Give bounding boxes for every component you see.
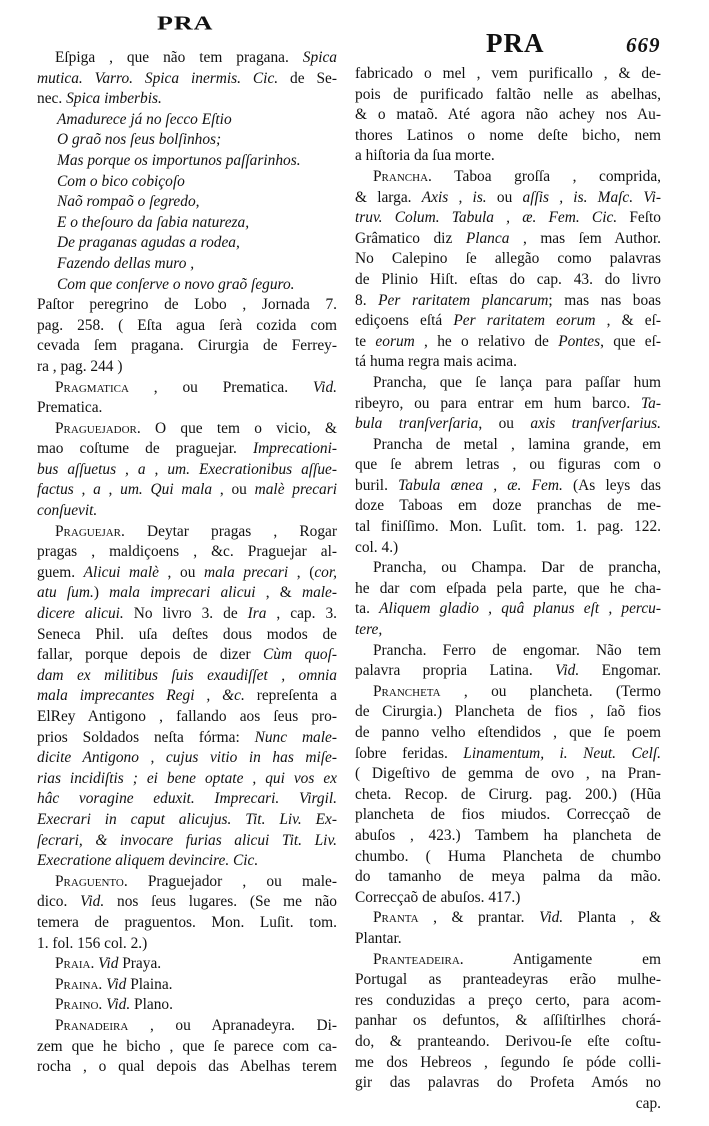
text-line: ( Digeſtivo de gemma de ovo , na Pran-: [355, 765, 661, 783]
running-head-right: PRA: [486, 28, 545, 58]
text-line: Prematica.: [37, 399, 103, 417]
text-line: palavra propria Latina. Vid. Engomar.: [355, 662, 662, 680]
text-line: rias incidiſtis ; ei bene optate , qui vos ex: [37, 769, 337, 787]
text-line: doze Taboas em doze pranchas de me-: [355, 497, 661, 515]
text-line: Mas porque os importunos paſſarinhos.: [57, 151, 301, 169]
text-line: mala imprecantes Regi , &c. repreſenta a: [37, 687, 337, 705]
text-line: cap.: [635, 1094, 661, 1112]
text-line: Praino. Vid. Plano.: [55, 996, 173, 1014]
text-line: buril. Tabula ænea , æ. Fem. (As leys das: [355, 476, 661, 494]
text-line: ediçoens eſtá Per raritatem eorum , & eſ-: [355, 312, 661, 330]
text-line: conſuevit.: [37, 502, 98, 520]
running-head-left: PRA: [157, 12, 214, 34]
text-line: Seneca Phil. uſa deſtes dous modos de: [37, 625, 337, 643]
text-line: O graõ nos ſeus bolſinhos;: [57, 131, 222, 149]
text-line: dam ex militibus ſuis exaudiſſet , omnia: [37, 666, 337, 684]
text-line: Plantar.: [355, 929, 402, 947]
text-line: Praguento. Praguejador , ou male-: [55, 872, 337, 890]
text-line: de Plinio Hiſt. eſtas do cap. 43. do livro: [355, 270, 661, 288]
text-line: truv. Colum. Tabula , æ. Fem. Cic. Feſto: [355, 209, 661, 227]
text-line: Fazendo dellas muro ,: [57, 254, 195, 272]
text-line: Portugal as pranteadeyras erão mulhe-: [355, 971, 661, 989]
text-line: res conduzidas a preço certo, para acom-: [355, 991, 661, 1009]
text-line: Prancheta , ou plancheta. (Termo: [373, 682, 661, 700]
text-line: temera de praguentos. Mon. Luſit. tom.: [37, 913, 337, 931]
text-line: Prancha. Ferro de engomar. Não tem: [373, 641, 661, 659]
text-line: mutica. Varro. Spica inermis. Cic. de Se-: [37, 69, 337, 87]
text-line: dico. Vid. nos ſeus lugares. (Se me não: [37, 893, 337, 911]
text-line: te eorum , he o relativo de Pontes, que eſ-: [355, 332, 661, 350]
text-line: rocha , o qual depois das Abelhas terem: [37, 1058, 337, 1076]
text-line: No Calepino ſe allegão como palavras: [355, 250, 661, 268]
text-line: Paſtor peregrino de Lobo , Jornada 7.: [37, 296, 337, 314]
text-line: factus , a , um. Qui mala , ou malè precari: [37, 481, 338, 499]
text-line: prios Soldados neſta fórma: Nunc male-: [37, 728, 337, 746]
text-line: a hiſtoria da ſua morte.: [355, 147, 495, 165]
text-line: ta. Aliquem gladio , quâ planus eſt , percu-: [355, 600, 661, 618]
text-line: thores Latinos o nome deſte bicho, nem: [355, 126, 661, 144]
text-line: me dos Hebreos , ſegundo ſe póde colli-: [355, 1053, 661, 1071]
text-line: he dar com eſpada pela parte, que he cha-: [355, 579, 661, 597]
text-line: Prancha de metal , lamina grande, em: [373, 435, 661, 453]
text-line: fallar, porque depois de dizer Cùm quoſ-: [37, 646, 337, 664]
text-line: hâc voragine eduxit. Imprecari. Virgil.: [37, 790, 337, 808]
text-line: Prancha. Taboa groſſa , comprida,: [373, 167, 661, 185]
text-line: De praganas agudas a rodea,: [57, 234, 240, 252]
text-line: pois de purificado faltão nelle as abelhas,: [355, 85, 661, 103]
text-line: abuſos , 423.) Tambem ha plancheta de: [355, 826, 661, 844]
text-line: Execrari in caput alicujus. Tit. Liv. Ex-: [37, 810, 337, 828]
text-line: ribeyro, ou para entrar em hum barco. Ta-: [355, 394, 661, 412]
text-line: Praia. Vid Praya.: [55, 955, 162, 973]
text-line: tal finiſſimo. Mon. Luſit. tom. 1. pag. 122.: [355, 518, 661, 536]
text-line: 8. Per raritatem plancarum; mas nas boas: [355, 291, 662, 309]
text-line: bus aſſuetus , a , um. Execrationibus aſſue-: [37, 460, 337, 478]
text-line: Com que conſerve o novo graõ ſeguro.: [57, 275, 295, 293]
text-line: plancheta de fios miudos. Correcçaõ de: [355, 806, 661, 824]
text-line: & larga. Axis , is. ou aſſis , is. Maſc. Vi-: [355, 188, 661, 206]
text-line: ra , pag. 244 ): [37, 357, 123, 375]
text-line: Eſpiga , que não tem pragana. Spica: [55, 49, 337, 66]
text-line: E o theſouro da ſabia natureza,: [57, 213, 250, 231]
text-line: col. 4.): [355, 538, 399, 556]
text-line: tere,: [355, 621, 383, 639]
text-line: do, & pranteando. Derivou-ſe eſte coſtu-: [355, 1032, 661, 1050]
text-line: Naõ rompaõ o ſegredo,: [57, 193, 200, 211]
text-line: zem que he bicho , que ſe parece com ca-: [37, 1037, 337, 1055]
right-column: [355, 64, 661, 1114]
text-line: Correcçaõ de abuſos. 417.): [355, 888, 521, 906]
text-line: de Cirurgia.) Plancheta de fios , ſaõ fios: [355, 703, 661, 721]
text-line: cheta. Recop. de Cirurg. pag. 200.) (Hũa: [355, 785, 661, 803]
text-line: Praguejar. Deytar pragas , Rogar: [55, 522, 337, 540]
text-line: chumbo. ( Huma Plancheta de chumbo: [355, 847, 661, 865]
text-line: que ſe abrem letras , ou figuras com o: [355, 456, 661, 474]
text-line: Pranta , & prantar. Vid. Planta , &: [373, 909, 661, 927]
text-line: Pranadeira , ou Apranadeyra. Di-: [55, 1016, 337, 1034]
text-line: 1. fol. 156 col. 2.): [37, 934, 148, 952]
text-line: mao coſtume de praguejar. Imprecationi-: [37, 440, 337, 458]
text-line: Grâmatico diz Planca , mas ſem Author.: [355, 229, 661, 247]
text-line: de panno velho eſtendidos , que ſe poem: [355, 724, 661, 741]
text-line: do tamanho de meya palma da mão.: [355, 868, 661, 886]
text-line: Prancha, ou Champa. Dar de prancha,: [373, 559, 661, 577]
text-line: panhar os defuntos, & aſſiſtirlhes chorá-: [355, 1012, 661, 1030]
text-line: dicite Antigono , cujus vitio in has miſe-: [37, 749, 337, 767]
text-line: Prancha, que ſe lança para paſſar hum: [373, 373, 661, 391]
text-line: pag. 258. ( Eſta agua ſerà cozida com: [37, 316, 337, 334]
text-line: gir das palavras do Profeta Amós no: [355, 1074, 661, 1092]
left-column: [37, 48, 337, 1078]
text-line: nec. Spica imberbis.: [37, 90, 162, 108]
text-line: & o mataõ. Até agora não achey nos Au-: [355, 106, 661, 124]
text-line: dicere alicui. No livro 3. de Ira , cap. 3.: [37, 605, 337, 623]
text-line: ſecrari, & invocare furias alicui Tit. Liv.: [37, 831, 337, 849]
text-line: ſobre feridas. Linamentum, i. Neut. Celſ.: [355, 744, 661, 762]
text-line: cevada ſem pragana. Cirurgia de Ferrey-: [37, 337, 337, 355]
page-number: 669: [626, 33, 661, 57]
text-line: Pragmatica , ou Prematica. Vid.: [55, 378, 337, 396]
text-line: Com o bico cobiçoſo: [57, 172, 185, 190]
text-line: bula tranſverſaria, ou axis tranſverſarius.: [355, 415, 661, 433]
text-line: tá huma regra mais acima.: [355, 353, 517, 371]
text-line: fabricado o mel , vem purificallo , & de-: [355, 65, 661, 82]
text-line: ElRey Antigono , fallando aos ſeus pro-: [37, 708, 337, 725]
text-line: pragas , maldiçoens , &c. Praguejar al-: [37, 543, 337, 561]
text-line: atu ſum.) mala imprecari alicui , & male-: [37, 584, 337, 602]
text-line: Amadurece já no ſecco Eſtio: [57, 110, 232, 128]
text-line: Praguejador. O que tem o vicio, &: [55, 419, 337, 437]
text-line: guem. Alicui malè , ou mala precari , (cor,: [37, 563, 337, 581]
text-line: Praina. Vid Plaina.: [55, 975, 173, 993]
text-line: Pranteadeira. Antigamente em: [373, 950, 661, 968]
text-line: Execratione aliquem devincire. Cic.: [37, 852, 259, 870]
